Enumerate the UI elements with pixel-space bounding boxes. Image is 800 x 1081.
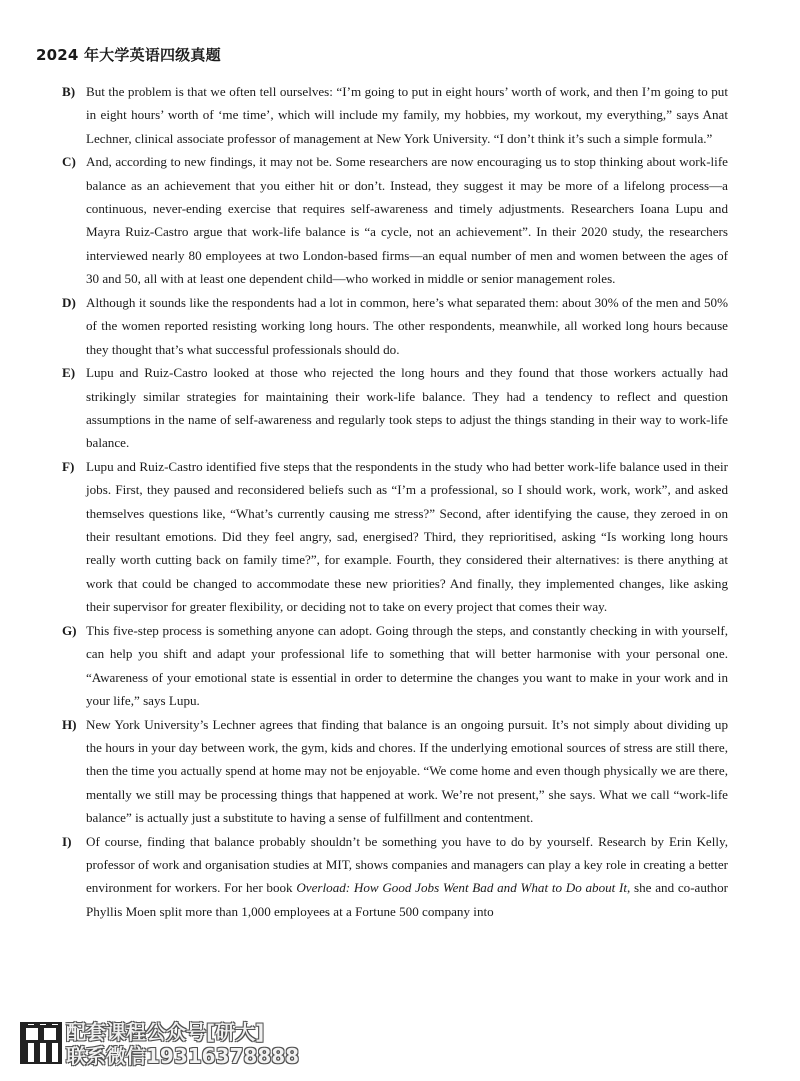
paragraph-label: D)	[62, 294, 76, 310]
qr-code-icon	[20, 1022, 62, 1064]
paragraph-label: G)	[62, 622, 77, 638]
passage	[62, 80, 728, 924]
paragraph-label: E)	[62, 365, 76, 381]
paragraph-text: But the problem is that we often tell ourselves: “I’m going to put in eight hours’ worth of work, and then I’m going to put in eight hours’ worth of ‘me time’, which will include my family, my hobbies, my workout, my everything,” says Anat Lechner, clinical associate professor of management at New York University. “I don’t think it’s such a simple formula.”	[86, 84, 728, 146]
paragraph-d	[62, 291, 728, 361]
paragraph-text: Lupu and Ruiz-Castro identified five steps that the respondents in the study who had better work-life balance used in their jobs. First, they paused and reconsidered beliefs such as “I’m a professional, so I should work, work, work”, and asked themselves questions like, “What’s currently causing me stress?” Second, after identifying the cause, they zeroed in on their resultant emotions. Did they feel angry, sad, energised? Third, they reprioritised, asking “Is working long hours really worth cutting back on family time?”, for example. Fourth, they considered their alternatives: is there anything at work that could be changed to accommodate these new priorities? And finally, they implemented changes, like asking their supervisor for greater flexibility, or deciding not to take on every project that comes their way.	[86, 459, 728, 615]
paragraph-b	[62, 80, 728, 150]
paragraph-i	[62, 830, 728, 923]
paragraph-label: B)	[62, 84, 76, 99]
paragraph-f	[62, 455, 728, 618]
paragraph-text: Lupu and Ruiz-Castro looked at those who rejected the long hours and they found that those workers actually had strikingly similar strategies for maintaining their work-life balance. They had a tendency to reflect and question assumptions in the name of self-awareness and regularly took steps to adjust the things standing in their way to work-life balance.	[86, 365, 728, 451]
paragraph-label: C)	[62, 154, 76, 170]
paragraph-c	[62, 150, 728, 290]
page-title: 2024 年大学英语四级真题	[36, 46, 221, 64]
book-title: Overload: How Good Jobs Went Bad and What to Do about It	[296, 880, 628, 896]
paragraph-text-before-title: Of course, finding that balance probably shouldn’t be something you have to do by yourself. Research by Erin Kelly, professor of work and organisation studies at MIT, shows companies and managers can play a key role in creating a better environment for workers. For her book	[86, 833, 728, 896]
paragraph-text: And, according to new findings, it may not be. Some researchers are now encouraging us to stop thinking about work-life balance as an achievement that you either hit or don’t. Instead, they suggest it may be more of a lifelong process—a continuous, never-ending exercise that requires self-awareness and timely adjustments. Researchers Ioana Lupu and Mayra Ruiz-Castro argue that work-life balance is “a cycle, not an achievement”. In their 2020 study, the researchers interviewed nearly 80 employees at two London-based firms—an equal number of men and women between the ages of 30 and 50, all with at least one dependent child—who worked in middle or senior management roles.	[86, 154, 728, 287]
paragraph-g	[62, 619, 728, 712]
footer-watermark	[66, 1020, 299, 1068]
footer-line-1: 配套课程公众号[研大]	[66, 1020, 265, 1044]
paragraph-text: This five-step process is something anyone can adopt. Going through the steps, and constantly checking in with yourself, can help you shift and adapt your professional life to something that will better harmonise with your personal one. “Awareness of your emotional state is essential in order to determine the changes you want to make in your work and in your life,” says Lupu.	[86, 622, 728, 708]
paragraph-e	[62, 361, 728, 454]
paragraph-label: I)	[62, 833, 72, 849]
paragraph-label: F)	[62, 459, 75, 475]
paragraph-text: New York University’s Lechner agrees that finding that balance is an ongoing pursuit. It’s not simply about dividing up the hours in your day between work, the gym, kids and chores. If the underlying emotional sources of stress are still there, then the time you actually spend at home may not be enjoyable. “We come home and even though physically we are there, mentally we still may be processing things that happened at work. We’re not present,” she says. What we call “work-life balance” is actually just a substitute to having a sense of fulfillment and contentment.	[86, 716, 728, 825]
paragraph-text-after-title: , she and co-author Phyllis Moen split more than 1,000 employees at a Fortune 500 company into	[86, 880, 729, 919]
paragraph-h	[62, 713, 728, 830]
paragraph-text	[86, 834, 728, 919]
paragraph-label: H)	[62, 716, 77, 732]
paragraph-text: Although it sounds like the respondents had a lot in common, here’s what separated them: about 30% of the men and 50% of the women reported resisting working long hours. The other respondents, meanwhile, all worked long hours because they thought that’s what successful professionals should do.	[86, 294, 728, 357]
footer-line-2: 联系微信19316378888	[66, 1044, 300, 1068]
